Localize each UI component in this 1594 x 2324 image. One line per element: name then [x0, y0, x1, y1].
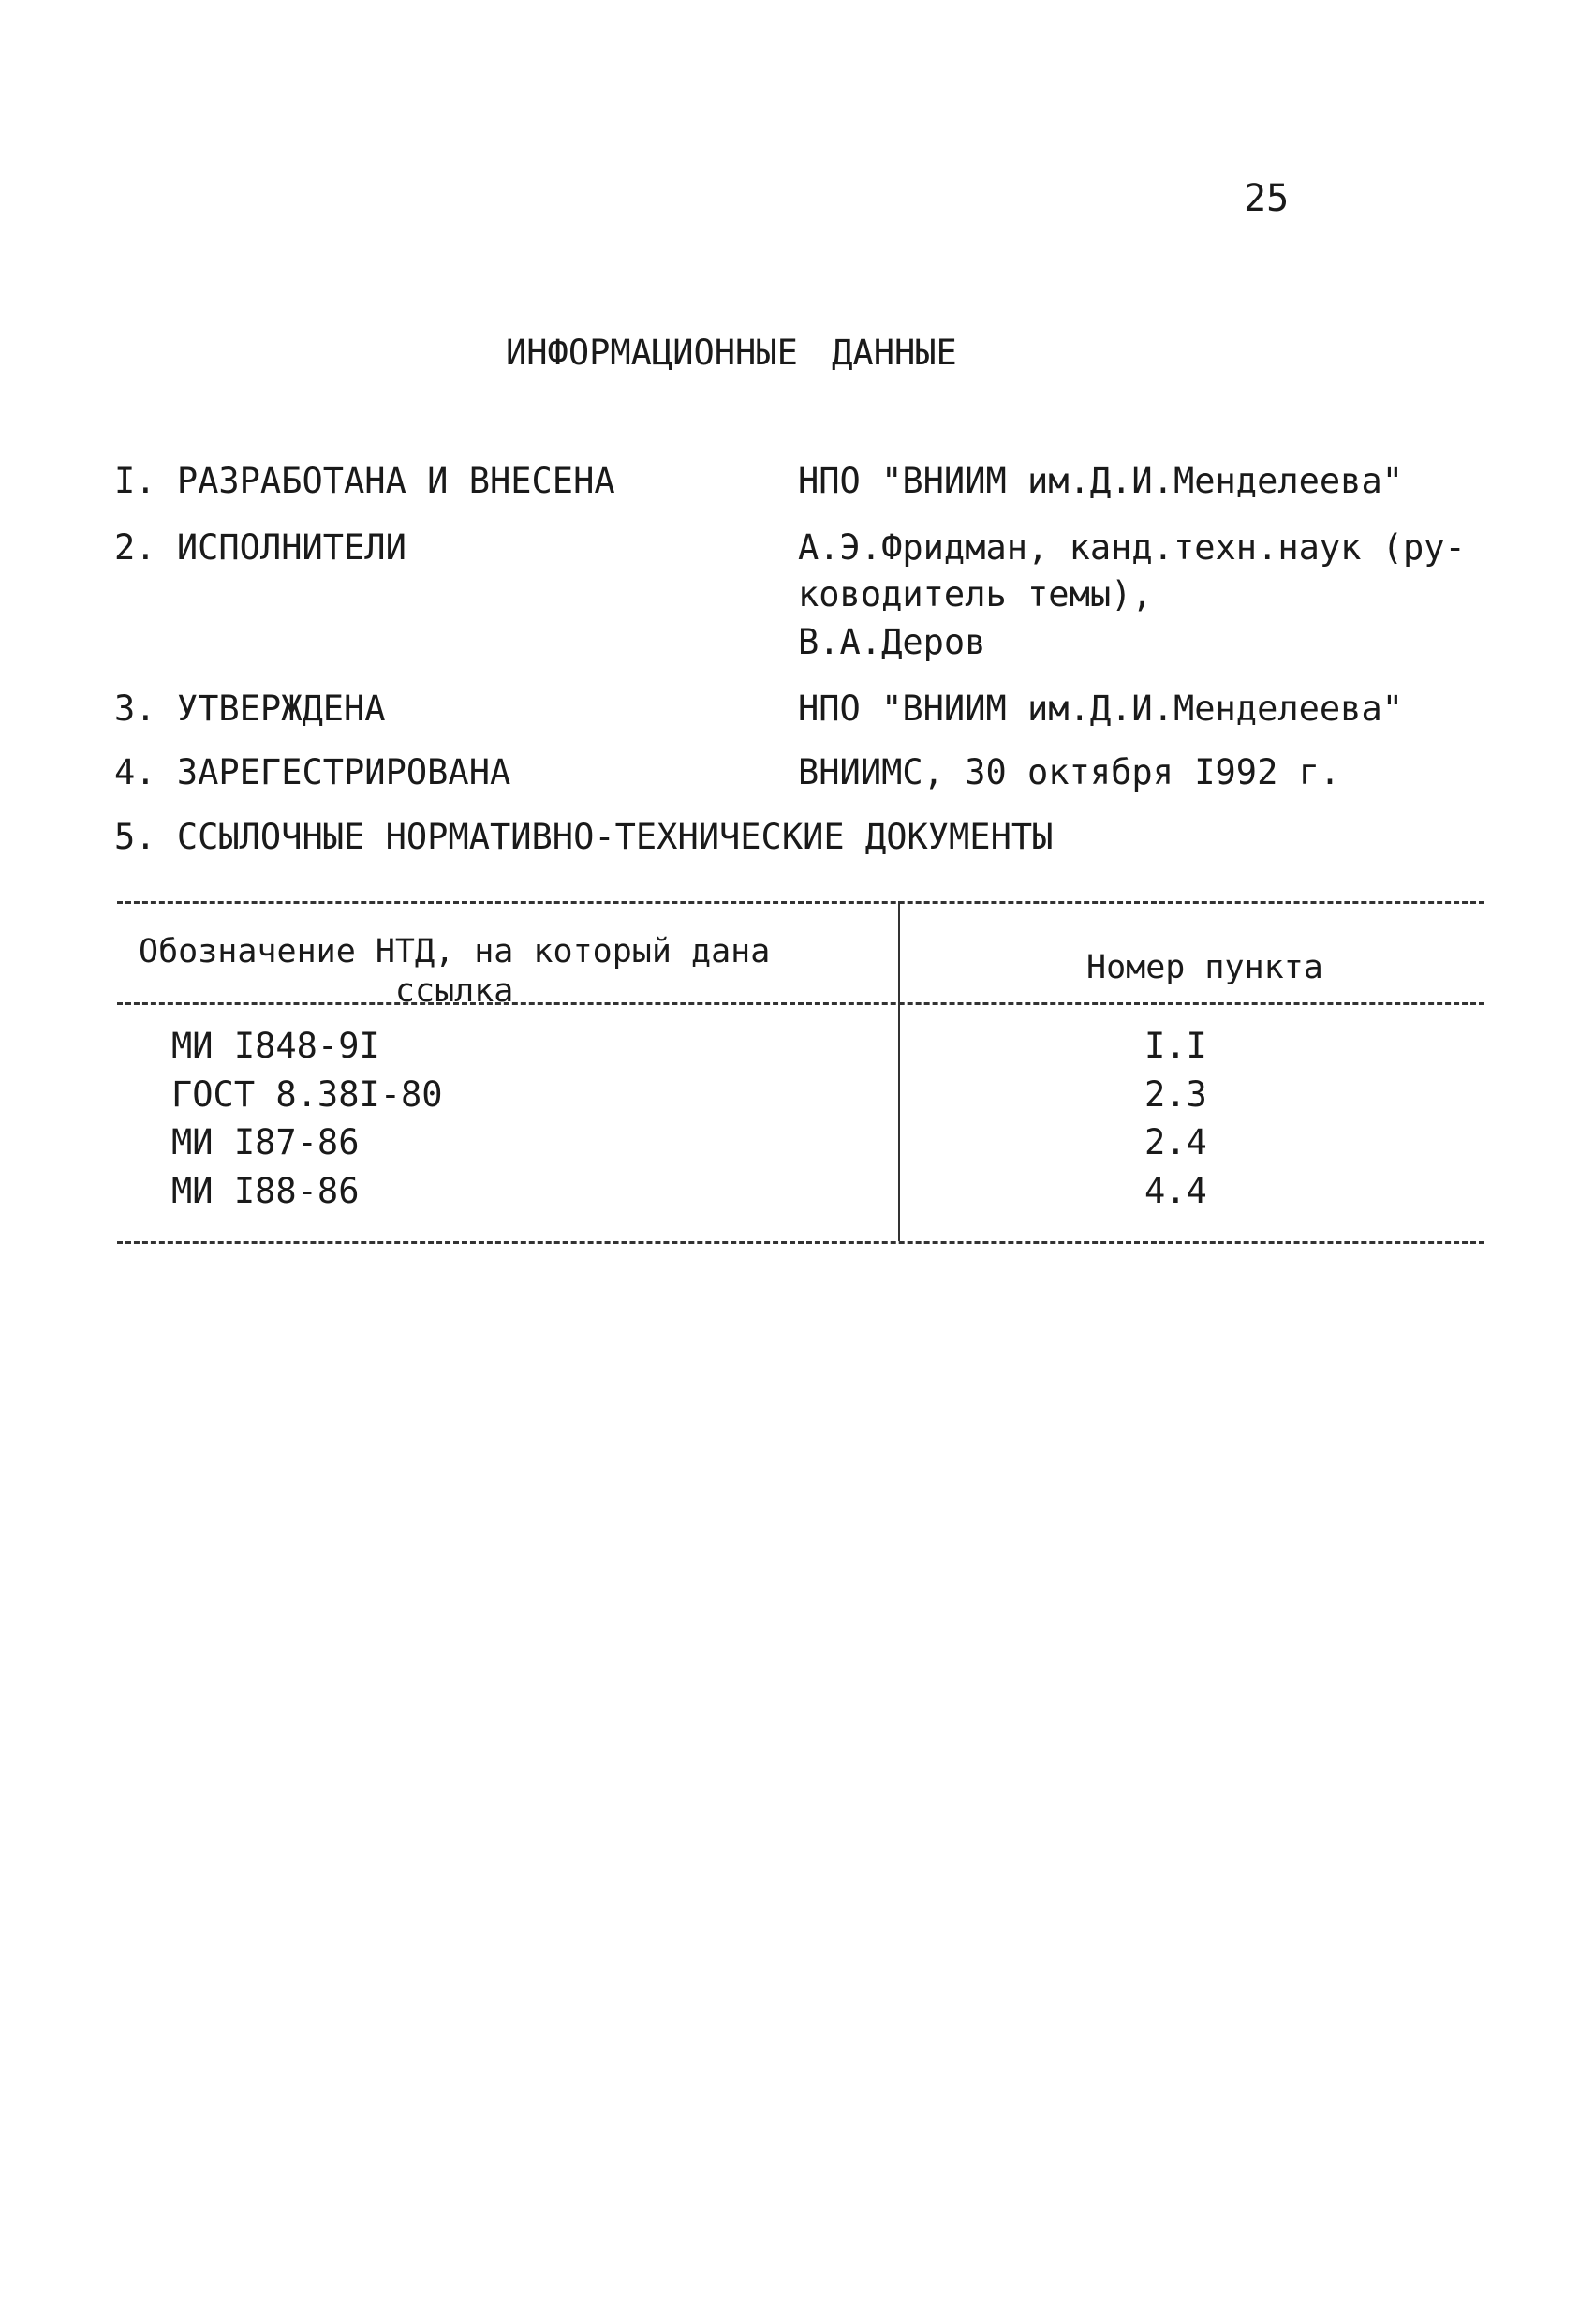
item-label-developed: I. РАЗРАБОТАНА И ВНЕСЕНА [114, 461, 615, 501]
header-document-line2: ссылка [394, 972, 514, 1010]
page-number: 25 [1244, 177, 1290, 220]
item-label-references: 5. ССЫЛОЧНЫЕ НОРМАТИВНО-ТЕХНИЧЕСКИЕ ДОКУМЕНТЫ [114, 817, 1054, 857]
table-cell-clause: 2.3 [1144, 1074, 1207, 1115]
item-label-registered: 4. ЗАРЕГЕСТРИРОВАНА [114, 752, 511, 792]
item-value-authors-line3: В.А.Деров [798, 622, 986, 662]
table-cell-clause: I.I [1144, 1026, 1207, 1066]
document-title: ИНФОРМАЦИОННЫЕ ДАННЫЕ [506, 333, 957, 373]
table-header-rule [117, 1002, 1484, 1005]
item-value-registered: ВНИИМС, 30 октября I992 г. [798, 752, 1341, 792]
item-value-developed: НПО "ВНИИМ им.Д.И.Менделеева" [798, 461, 1404, 501]
table-cell-doc: ГОСТ 8.38I-80 [171, 1074, 443, 1115]
item-label-authors: 2. ИСПОЛНИТЕЛИ [114, 527, 406, 568]
table-cell-doc: МИ I848-9I [171, 1026, 380, 1066]
table-top-rule [117, 901, 1484, 904]
item-label-approved: 3. УТВЕРЖДЕНА [114, 688, 386, 729]
header-clause-number: Номер пункта [1086, 949, 1323, 986]
table-cell-clause: 2.4 [1144, 1122, 1207, 1162]
table-cell-doc: МИ I88-86 [171, 1171, 360, 1211]
table-cell-clause: 4.4 [1144, 1171, 1207, 1211]
table-bottom-rule [117, 1241, 1484, 1244]
item-value-approved: НПО "ВНИИМ им.Д.И.Менделеева" [798, 688, 1404, 729]
header-document-designation [139, 932, 770, 1011]
table-cell-doc: МИ I87-86 [171, 1122, 360, 1162]
table-column-divider [898, 901, 900, 1241]
item-value-authors-line1: А.Э.Фридман, канд.техн.наук (ру- [798, 527, 1466, 568]
header-document-line1: Обозначение НТД, на который дана [139, 933, 771, 970]
item-value-authors-line2: ководитель темы), [798, 574, 1153, 614]
